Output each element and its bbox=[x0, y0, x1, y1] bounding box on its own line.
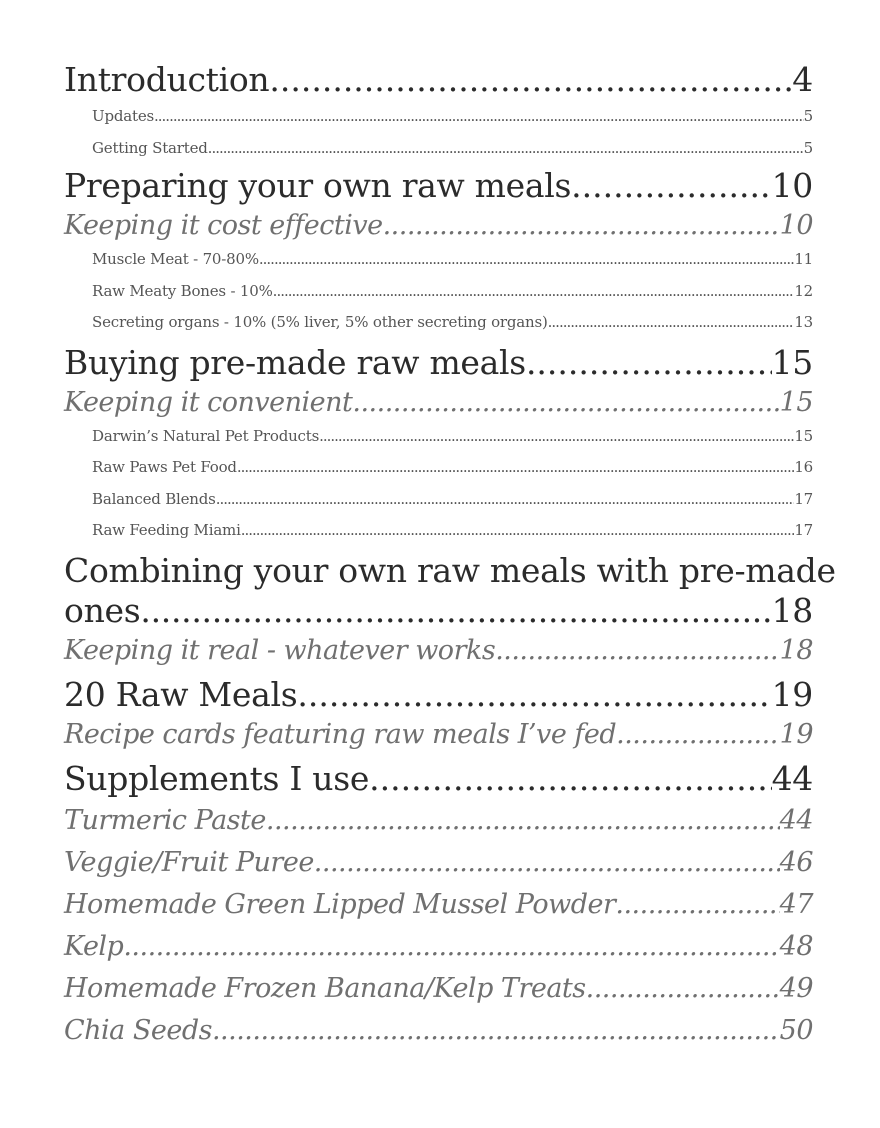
dot-leader bbox=[526, 345, 772, 381]
toc-entry-title: Preparing your own raw meals bbox=[64, 166, 572, 205]
toc-entry-raw-meaty-bones[interactable] bbox=[64, 276, 813, 308]
toc-entry-title: Raw Feeding Miami bbox=[92, 521, 241, 539]
dot-leader bbox=[273, 276, 795, 308]
dot-leader bbox=[571, 168, 771, 204]
toc-entry-convenient[interactable] bbox=[64, 387, 813, 419]
toc-entry-darwins[interactable] bbox=[64, 421, 813, 453]
toc-entry-page: 16 bbox=[794, 458, 813, 476]
table-of-contents bbox=[64, 60, 836, 1047]
toc-entry-title: Darwin’s Natural Pet Products bbox=[92, 426, 320, 445]
toc-entry-page: 50 bbox=[779, 1014, 813, 1046]
toc-entry-page: 44 bbox=[771, 758, 813, 798]
toc-entry-page: 4 bbox=[792, 60, 813, 99]
toc-entry-page: 48 bbox=[779, 930, 813, 962]
dot-leader bbox=[237, 452, 795, 484]
toc-entry-keeping-real[interactable] bbox=[64, 635, 813, 667]
toc-entry-page: 5 bbox=[803, 107, 813, 125]
dot-leader bbox=[615, 889, 779, 921]
toc-entry-preparing[interactable] bbox=[64, 168, 813, 204]
toc-entry-title: Homemade Frozen Banana/Kelp Treats bbox=[64, 972, 586, 1004]
toc-entry-balanced-blends[interactable] bbox=[64, 484, 813, 516]
dot-leader bbox=[212, 1015, 780, 1047]
toc-entry-title: Balanced Blends bbox=[92, 489, 216, 508]
toc-entry-page: 47 bbox=[779, 888, 813, 920]
toc-entry-title: Raw Meaty Bones - 10% bbox=[92, 281, 273, 300]
toc-entry-title: Chia Seeds bbox=[64, 1014, 212, 1046]
toc-entry-title-line2: ones bbox=[64, 590, 141, 630]
toc-entry-kelp[interactable] bbox=[64, 931, 813, 963]
dot-leader bbox=[216, 484, 795, 516]
toc-entry-introduction[interactable] bbox=[64, 62, 813, 98]
toc-entry-recipe-cards[interactable] bbox=[64, 719, 813, 751]
toc-entry-page: 17 bbox=[794, 489, 813, 508]
dot-leader bbox=[352, 387, 779, 419]
toc-entry-title: Keeping it convenient bbox=[64, 386, 353, 418]
toc-entry-cost-effective[interactable] bbox=[64, 210, 813, 242]
toc-entry-getting-started[interactable] bbox=[64, 133, 813, 165]
toc-entry-turmeric-paste[interactable] bbox=[64, 805, 813, 837]
toc-entry-title: Keeping it real - whatever works bbox=[64, 634, 496, 666]
toc-entry-page: 46 bbox=[779, 846, 813, 878]
dot-leader bbox=[319, 421, 794, 453]
toc-entry-title: Muscle Meat - 70-80% bbox=[92, 250, 259, 268]
toc-entry-updates[interactable] bbox=[64, 101, 813, 133]
dot-leader bbox=[208, 133, 804, 165]
toc-entry-secreting-organs[interactable] bbox=[64, 307, 813, 339]
toc-entry-chia-seeds[interactable] bbox=[64, 1015, 813, 1047]
toc-entry-title: Kelp bbox=[64, 930, 124, 962]
toc-entry-page: 19 bbox=[771, 674, 813, 714]
toc-entry-page: 17 bbox=[794, 521, 813, 539]
toc-entry-title: Buying pre-made raw meals bbox=[64, 342, 526, 382]
dot-leader bbox=[314, 847, 780, 879]
toc-entry-page: 15 bbox=[771, 342, 813, 382]
toc-entry-title: Introduction bbox=[64, 60, 270, 99]
toc-entry-title: Homemade Green Lipped Mussel Powder bbox=[64, 888, 616, 920]
toc-entry-veggie-fruit-puree[interactable] bbox=[64, 847, 813, 879]
dot-leader bbox=[548, 307, 795, 339]
dot-leader bbox=[586, 973, 780, 1005]
toc-entry-title: Veggie/Fruit Puree bbox=[64, 846, 314, 878]
dot-leader bbox=[269, 62, 792, 98]
toc-entry-title: Updates bbox=[92, 107, 154, 125]
toc-entry-page: 15 bbox=[779, 386, 813, 418]
dot-leader bbox=[495, 635, 779, 667]
toc-entry-raw-feeding-miami[interactable] bbox=[64, 515, 813, 547]
toc-entry-title: Raw Paws Pet Food bbox=[92, 458, 237, 476]
toc-entry-page: 49 bbox=[779, 972, 813, 1004]
toc-entry-title: Secreting organs - 10% (5% liver, 5% other secreting organs) bbox=[92, 313, 548, 331]
toc-entry-page: 15 bbox=[794, 426, 813, 445]
toc-entry-title: Supplements I use bbox=[64, 758, 370, 798]
dot-leader bbox=[297, 677, 771, 713]
toc-entry-combining[interactable] bbox=[64, 550, 836, 631]
dot-leader bbox=[123, 931, 779, 963]
toc-entry-page: 13 bbox=[794, 313, 813, 331]
toc-entry-page: 44 bbox=[779, 804, 813, 836]
toc-entry-title: Getting Started bbox=[92, 138, 208, 157]
toc-entry-page: 12 bbox=[794, 281, 813, 300]
toc-entry-muscle-meat[interactable] bbox=[64, 244, 813, 276]
toc-entry-title-line1: Combining your own raw meals with pre-made bbox=[64, 550, 836, 590]
dot-leader bbox=[241, 515, 795, 547]
dot-leader bbox=[383, 210, 780, 242]
toc-entry-title: Keeping it cost effective bbox=[64, 210, 383, 241]
dot-leader bbox=[266, 805, 780, 837]
toc-entry-banana-kelp-treats[interactable] bbox=[64, 973, 813, 1005]
dot-leader bbox=[140, 591, 771, 631]
toc-entry-page: 18 bbox=[771, 590, 813, 630]
toc-entry-page: 19 bbox=[779, 718, 813, 750]
toc-entry-supplements[interactable] bbox=[64, 758, 813, 798]
dot-leader bbox=[369, 761, 771, 797]
dot-leader bbox=[259, 244, 794, 276]
dot-leader bbox=[616, 719, 780, 751]
toc-entry-mussel-powder[interactable] bbox=[64, 889, 813, 921]
toc-entry-title: 20 Raw Meals bbox=[64, 674, 298, 714]
toc-entry-title: Turmeric Paste bbox=[64, 804, 266, 836]
toc-entry-title: Recipe cards featuring raw meals I’ve fed bbox=[64, 718, 617, 750]
toc-entry-20-raw-meals[interactable] bbox=[64, 674, 813, 714]
toc-entry-page: 10 bbox=[771, 166, 813, 205]
toc-entry-page: 10 bbox=[779, 210, 813, 241]
toc-entry-page: 5 bbox=[803, 138, 813, 157]
toc-entry-page: 11 bbox=[794, 250, 813, 268]
toc-entry-page: 18 bbox=[779, 634, 813, 666]
toc-entry-raw-paws[interactable] bbox=[64, 452, 813, 484]
toc-entry-buying[interactable] bbox=[64, 342, 813, 382]
dot-leader bbox=[154, 101, 804, 133]
